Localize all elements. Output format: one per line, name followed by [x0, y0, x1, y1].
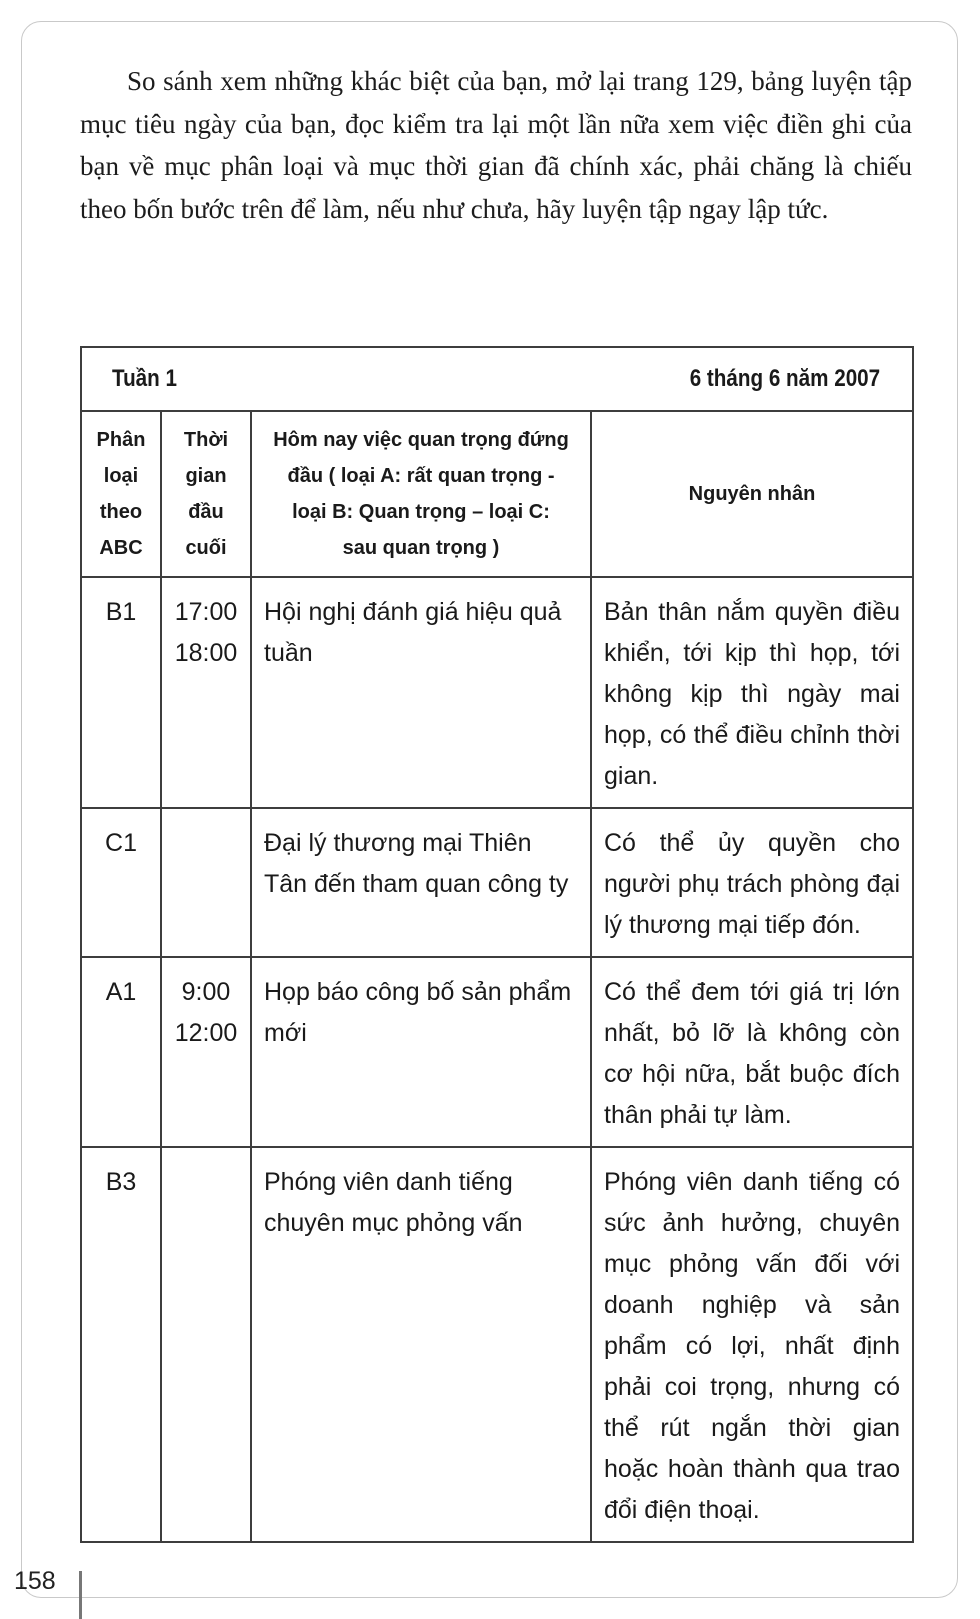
cell-reason: Có thể ủy quyền cho người phụ trách phòng đại lý thương mại tiếp đón.	[591, 808, 913, 957]
cell-time	[161, 957, 251, 1147]
cell-reason: Phóng viên danh tiếng có sức ảnh hưởng, chuyên mục phỏng vấn đối với doanh nghiệp và sản phẩm có lợi, nhất định phải coi trọng, nhưng có thể rút ngắn thời gian hoặc hoàn thành qua trao đổi điện thoại.	[591, 1147, 913, 1542]
cell-task: Phóng viên danh tiếng chuyên mục phỏng vấn	[251, 1147, 591, 1542]
time-start: 17:00	[174, 598, 238, 626]
cell-time	[161, 808, 251, 957]
week-label: Tuần 1	[112, 365, 177, 392]
time-end: 12:00	[174, 1019, 238, 1047]
header-category: Phân loại theo ABC	[81, 411, 161, 577]
table-row	[81, 957, 913, 1147]
date-label: 6 tháng 6 năm 2007	[689, 365, 881, 392]
time-start: 9:00	[181, 978, 231, 1006]
table-row	[81, 1147, 913, 1542]
table-header-row	[81, 411, 913, 577]
cell-category: A1	[81, 957, 161, 1147]
header-task: Hôm nay việc quan trọng đứng đầu ( loại A: rất quan trọng - loại B: Quan trọng – loại C: sau quan trọng )	[251, 411, 591, 577]
cell-task: Hội nghị đánh giá hiệu quả tuần	[251, 577, 591, 808]
header-time: Thời gian đầu cuối	[161, 411, 251, 577]
time-end: 18:00	[174, 639, 238, 667]
header-reason: Nguyên nhân	[591, 411, 913, 577]
intro-paragraph: So sánh xem những khác biệt của bạn, mở lại trang 129, bảng luyện tập mục tiêu ngày của bạn, đọc kiểm tra lại một lần nữa xem việc điền ghi của bạn về mục phân loại và mục thời gian đã chính xác, phải chăng là chiếu theo bốn bước trên để làm, nếu như chưa, hãy luyện tập ngay lập tức.	[80, 66, 912, 224]
cell-time	[161, 577, 251, 808]
cell-reason: Có thể đem tới giá trị lớn nhất, bỏ lỡ là không còn cơ hội nữa, bắt buộc đích thân phải tự làm.	[591, 957, 913, 1147]
table-title-row	[81, 347, 913, 411]
cell-category: B1	[81, 577, 161, 808]
cell-category: B3	[81, 1147, 161, 1542]
page-number: 158	[14, 1567, 56, 1595]
cell-task: Đại lý thương mại Thiên Tân đến tham quan công ty	[251, 808, 591, 957]
cell-category: C1	[81, 808, 161, 957]
cell-task: Họp báo công bố sản phẩm mới	[251, 957, 591, 1147]
cell-time	[161, 1147, 251, 1542]
page-number-rule	[79, 1571, 82, 1619]
table-row	[81, 808, 913, 957]
table-row	[81, 577, 913, 808]
cell-reason: Bản thân nắm quyền điều khiển, tới kịp thì họp, tới không kịp thì ngày mai họp, có thể điều chỉnh thời gian.	[591, 577, 913, 808]
daily-goal-table	[80, 346, 914, 1543]
